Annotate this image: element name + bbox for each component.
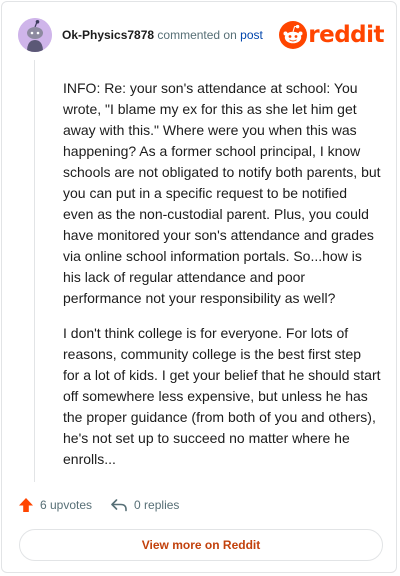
comment-paragraph: INFO: Re: your son's attendance at school: You wrote, "I blame my ex for this as she let him get away with this." Where were you when this was happening? As a former school principal, I know schools are not obligated to notify both parents, but you can put in a specific request to be notified even as the non-custodial parent. Plus, you could have monitored your son's attendance and grades via online school information portals. So...how is his lack of regular attendance and poor performance not your responsibility as well? xyxy=(63,80,381,306)
upvote-count: 6 upvotes xyxy=(40,498,93,512)
reply-arrow-icon xyxy=(110,497,128,513)
reddit-logo[interactable] xyxy=(279,20,384,50)
thread-line xyxy=(34,60,35,482)
view-more-button[interactable]: View more on Reddit xyxy=(19,529,383,561)
reddit-wordmark: reddit xyxy=(308,22,384,48)
reply-count: 0 replies xyxy=(134,498,180,512)
post-link[interactable]: post xyxy=(240,28,263,42)
reply-button[interactable] xyxy=(110,497,179,513)
user-avatar[interactable] xyxy=(18,18,52,52)
comment-paragraph: I don't think college is for everyone. For lots of reasons, community college is the best first step for a lot of kids. I get your belief that he should start off somewhere less expensive, but unless he has the proper guidance (from both of you and others), he's not set up to succeed no matter where he enrolls... xyxy=(63,325,381,467)
comment-body xyxy=(63,78,381,484)
upvote-arrow-icon xyxy=(18,497,34,513)
username[interactable]: Ok-Physics7878 xyxy=(62,28,155,42)
action-text: commented on xyxy=(157,28,237,42)
upvote-button[interactable] xyxy=(18,497,92,513)
comment-card xyxy=(1,1,397,573)
comment-header xyxy=(18,18,384,54)
reddit-snoo-icon xyxy=(279,21,307,49)
comment-meta xyxy=(62,28,263,42)
snoo-avatar-icon xyxy=(18,18,52,52)
comment-footer xyxy=(18,495,179,515)
